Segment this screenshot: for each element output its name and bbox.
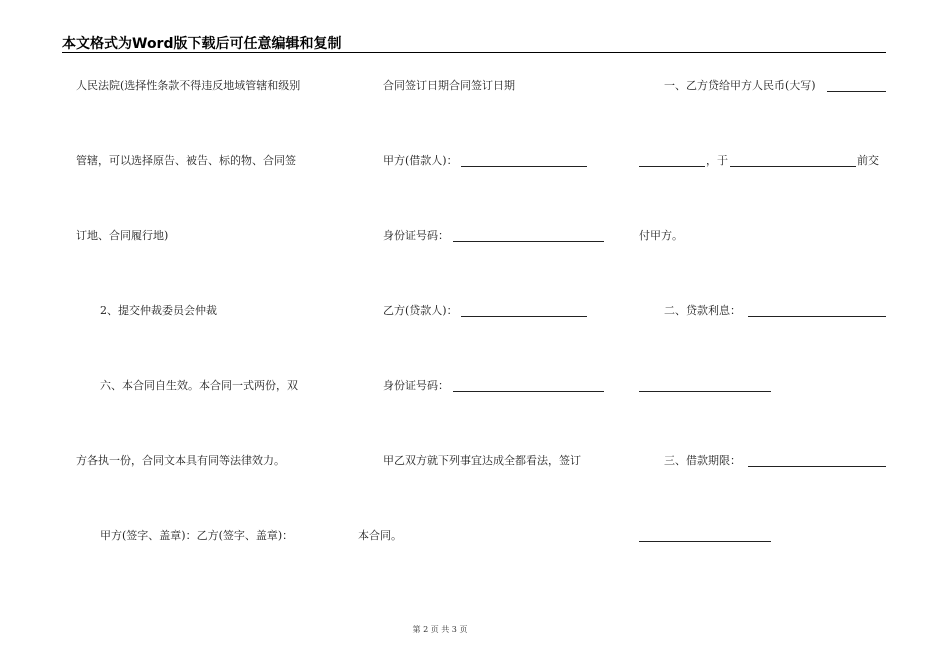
col2-lender-label: 乙方(贷款人)： [383,304,458,317]
col3-loan-amount-label: 一、乙方贷给甲方人民币(大写) [664,79,816,92]
loan-amount-blank [827,91,886,92]
col1-line-5: 六、本合同自生效。本合同一式两份，双 [100,379,298,392]
col3-line-2-mid: ，于 [706,154,728,167]
loan-amount-cont-blank [639,166,705,167]
interest-cont-blank [639,391,771,392]
page-number: 第 2 页 共 3 页 [412,625,468,634]
lender-blank [461,316,587,317]
col3-interest-label: 二、贷款利息： [664,304,741,317]
header-divider [62,52,886,53]
col1-line-1: 人民法院(选择性条款不得违反地域管辖和级别 [76,79,301,92]
col1-line-2: 管辖，可以选择原告、被告、标的物、合同签 [76,154,296,167]
col1-line-4: 2、提交仲裁委员会仲裁 [100,304,217,317]
lender-id-blank [453,391,604,392]
interest-blank [748,316,886,317]
term-cont-blank [639,541,771,542]
borrower-blank [461,166,587,167]
col2-agreement-end: 本合同。 [358,529,402,542]
col2-agreement-line: 甲乙双方就下列事宜达成全都看法，签订 [383,454,581,467]
col3-line-2-end: 前交 [857,154,879,167]
col1-line-3: 订地、合同履行地) [76,229,169,242]
col3-line-3: 付甲方。 [639,229,683,242]
col2-borrower-label: 甲方(借款人)： [383,154,458,167]
col1-signature-line: 甲方(签字、盖章)：乙方(签字、盖章)： [100,529,294,542]
col3-term-label: 三、借款期限： [664,454,741,467]
borrower-id-blank [453,241,604,242]
page-header-title: 本文格式为Word版下载后可任意编辑和复制 [62,36,342,52]
col2-lender-id-label: 身份证号码： [383,379,449,392]
col2-borrower-id-label: 身份证号码： [383,229,449,242]
col1-line-6: 方各执一份，合同文本具有同等法律效力。 [76,454,285,467]
delivery-date-blank [730,166,856,167]
term-blank [748,466,886,467]
col2-contract-date: 合同签订日期合同签订日期 [383,79,515,92]
